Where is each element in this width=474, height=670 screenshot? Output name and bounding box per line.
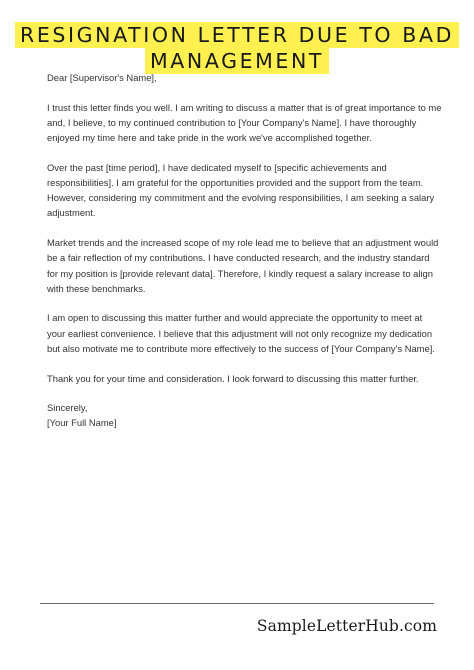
paragraph-5: Thank you for your time and consideration. I look forward to discussing this matter further.	[47, 372, 419, 384]
title-line-2: MANAGEMENT	[145, 48, 329, 74]
paragraph-3: Market trends and the increased scope of my role lead me to believe that an adjustment would be a fair reflection of my contributions. I have conducted research, and the industry standard for my position is [provide relevant data]. Therefore, I kindly request a salary increase to align with these benchmarks.	[47, 237, 439, 294]
footer-brand: SampleLetterHub.com	[256, 617, 437, 635]
paragraph-2: Over the past [time period], I have dedicated myself to [specific achievements and responsibilities]. I am grateful for the opportunities provided and the support from the team. However, considering my commitment and the evolving responsibilities, I am seeking a salary adjustment.	[47, 161, 435, 219]
closing: Sincerely,	[47, 402, 88, 414]
signature: [Your Full Name]	[47, 417, 117, 429]
title-line-1: RESIGNATION LETTER DUE TO BAD	[15, 22, 459, 48]
letter-title	[0, 22, 474, 74]
salutation: Dear [Supervisor's Name],	[47, 72, 157, 83]
footer-divider	[40, 603, 434, 604]
letter-body	[47, 70, 442, 431]
paragraph-1: I trust this letter finds you well. I am writing to discuss a matter that is of great importance to me and, I believe, to my continued contribution to [Your Company's Name]. I have thoroughly enjoyed my time here and take pride in the work we've accomplished together.	[47, 101, 442, 144]
paragraph-4: I am open to discussing this matter further and would appreciate the opportunity to meet at your earliest convenience. I believe that this adjustment will not only recognize my dedication but also motivate me to contribute more effectively to the success of [Your Company's Name].	[47, 312, 435, 354]
